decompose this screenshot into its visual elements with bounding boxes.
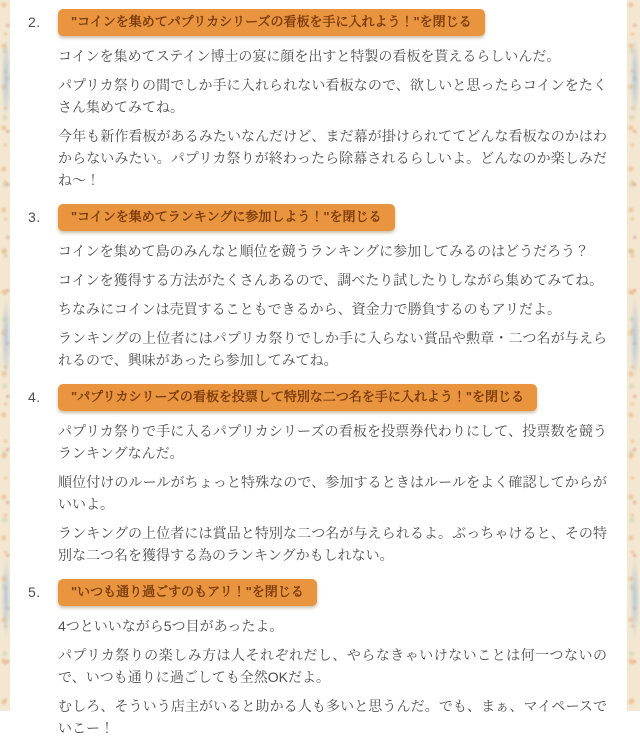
list-item (28, 204, 607, 371)
list-item-head (28, 204, 607, 231)
collapse-section-button[interactable]: "コインを集めてランキングに参加しよう！"を閉じる (58, 204, 395, 231)
list-item (28, 579, 607, 739)
list-item-head (28, 384, 607, 411)
list-item (28, 384, 607, 566)
paragraph: パプリカ祭りで手に入るパプリカシリーズの看板を投票券代わりにして、投票数を競うランキングなんだ。 (58, 423, 607, 461)
left-border-pattern (0, 0, 10, 711)
paragraph: 4つといいながら5つ目があったよ。 (58, 618, 284, 634)
list-item-number: 2. (28, 14, 41, 30)
content-area (10, 0, 627, 736)
right-border-pattern (627, 0, 640, 711)
list-item-head (28, 579, 607, 606)
list-item-body (58, 240, 607, 371)
paragraph: ランキングの上位者には賞品と特別な二つ名が与えられるよ。ぶっちゃけると、その特別な二つ名を獲得する為のランキングかもしれない。 (58, 525, 607, 563)
list-item-body (58, 420, 607, 566)
festival-guide-list (28, 9, 607, 739)
paragraph: 今年も新作看板があるみたいなんだけど、まだ幕が掛けられててどんな看板なのかはわからないみたい。パプリカ祭りが終わったら除幕されるらしいよ。どんなのか楽しみだね〜！ (58, 128, 607, 188)
paragraph: ランキングの上位者にはパプリカ祭りでしか手に入らない賞品や勲章・二つ名が与えられるので、興味があったら参加してみてね。 (58, 330, 607, 368)
list-item-number: 3. (28, 209, 41, 225)
paragraph: パプリカ祭りの間でしか手に入れられない看板なので、欲しいと思ったらコインをたくさん集めてみてね。 (58, 77, 607, 115)
paragraph: 順位付けのルールがちょっと特殊なので、参加するときはルールをよく確認してからがいいよ。 (58, 474, 607, 512)
list-item-number: 4. (28, 389, 41, 405)
paragraph: コインを集めてステイン博士の宴に顔を出すと特製の看板を貰えるらしいんだ。 (58, 48, 561, 64)
paragraph: コインを集めて島のみんなと順位を競うランキングに参加してみるのはどうだろう？ (58, 243, 590, 259)
paragraph: コインを獲得する方法がたくさんあるので、調べたり試したりしながら集めてみてね。 (58, 272, 604, 288)
list-item-head (28, 9, 607, 36)
list-item-body (58, 45, 607, 191)
paragraph: パプリカ祭りの楽しみ方は人それぞれだし、やらなきゃいけないことは何一つないので、いつも通りに過ごしても全然OKだよ。 (58, 647, 607, 685)
collapse-section-button[interactable]: "パプリカシリーズの看板を投票して特別な二つ名を手に入れよう！"を閉じる (58, 384, 537, 411)
collapse-section-button[interactable]: "コインを集めてパプリカシリーズの看板を手に入れよう！"を閉じる (58, 9, 485, 36)
collapse-section-button[interactable]: "いつも通り過ごすのもアリ！"を閉じる (58, 579, 317, 606)
list-item (28, 9, 607, 191)
paragraph: むしろ、そういう店主がいると助かる人も多いと思うんだ。でも、まぁ、マイペースでいこー！ (58, 698, 607, 736)
list-item-number: 5. (28, 584, 41, 600)
paragraph: ちなみにコインは売買することもできるから、資金力で勝負するのもアリだよ。 (58, 301, 562, 317)
list-item-body (58, 615, 607, 739)
